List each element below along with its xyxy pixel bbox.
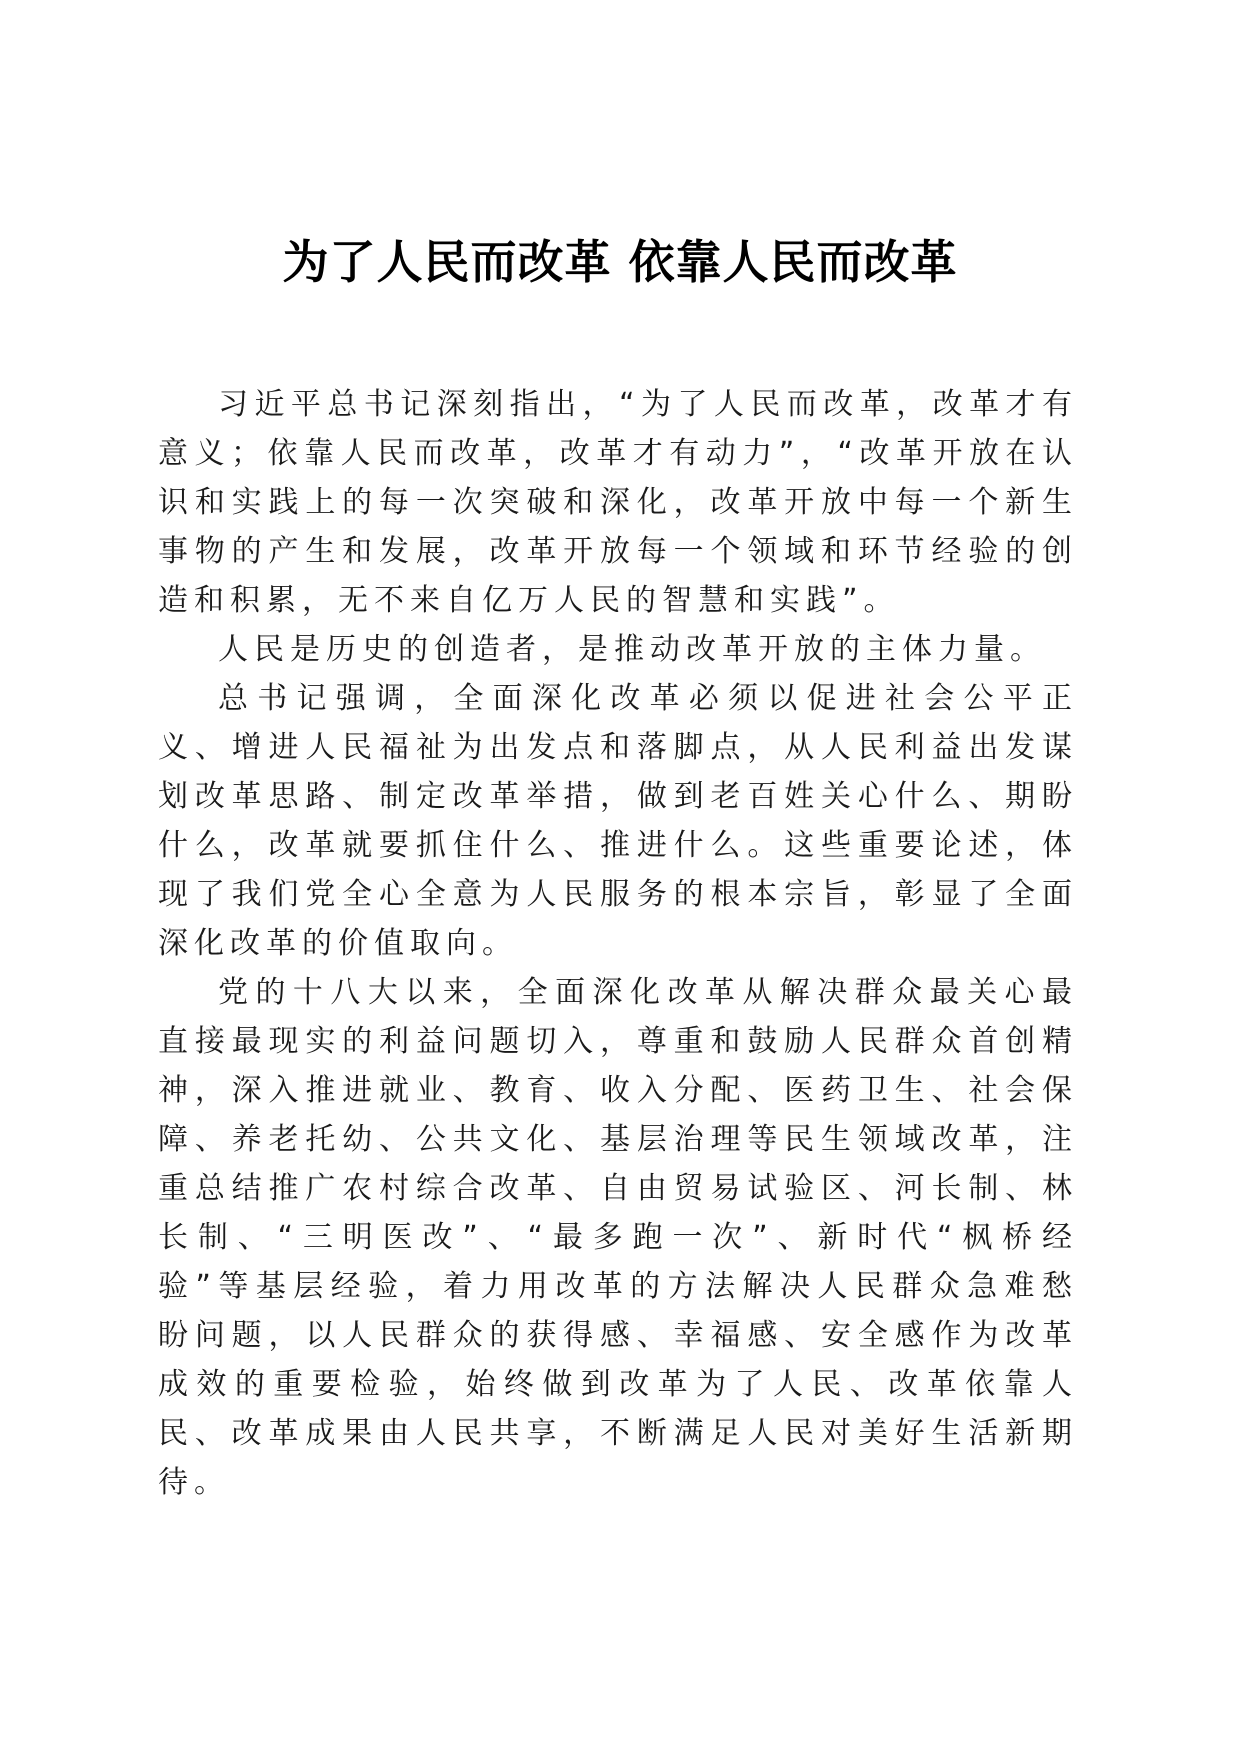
document-body (158, 380, 1078, 1507)
paragraph-3: 总书记强调，全面深化改革必须以促进社会公平正义、增进人民福祉为出发点和落脚点，从人民利益出发谋划改革思路、制定改革举措，做到老百姓关心什么、期盼什么，改革就要抓住什么、推进什么。这些重要论述，体现了我们党全心全意为人民服务的根本宗旨，彰显了全面深化改革的价值取向。 (158, 681, 1078, 961)
paragraph-1: 习近平总书记深刻指出，“为了人民而改革，改革才有意义；依靠人民而改革，改革才有动力”，“改革开放在认识和实践上的每一次突破和深化，改革开放中每一个新生事物的产生和发展，改革开放每一个领域和环节经验的创造和积累，无不来自亿万人民的智慧和实践”。 (158, 387, 1078, 618)
paragraph-2: 人民是历史的创造者，是推动改革开放的主体力量。 (218, 632, 1046, 667)
document-title: 为了人民而改革 依靠人民而改革 (282, 235, 958, 289)
paragraph-4: 党的十八大以来，全面深化改革从解决群众最关心最直接最现实的利益问题切入，尊重和鼓励人民群众首创精神，深入推进就业、教育、收入分配、医药卫生、社会保障、养老托幼、公共文化、基层治理等民生领域改革，注重总结推广农村综合改革、自由贸易试验区、河长制、林长制、“三明医改”、“最多跑一次”、新时代“枫桥经验”等基层经验，着力用改革的方法解决人民群众急难愁盼问题，以人民群众的获得感、幸福感、安全感作为改革成效的重要检验，始终做到改革为了人民、改革依靠人民、改革成果由人民共享，不断满足人民对美好生活新期待。 (158, 975, 1078, 1500)
